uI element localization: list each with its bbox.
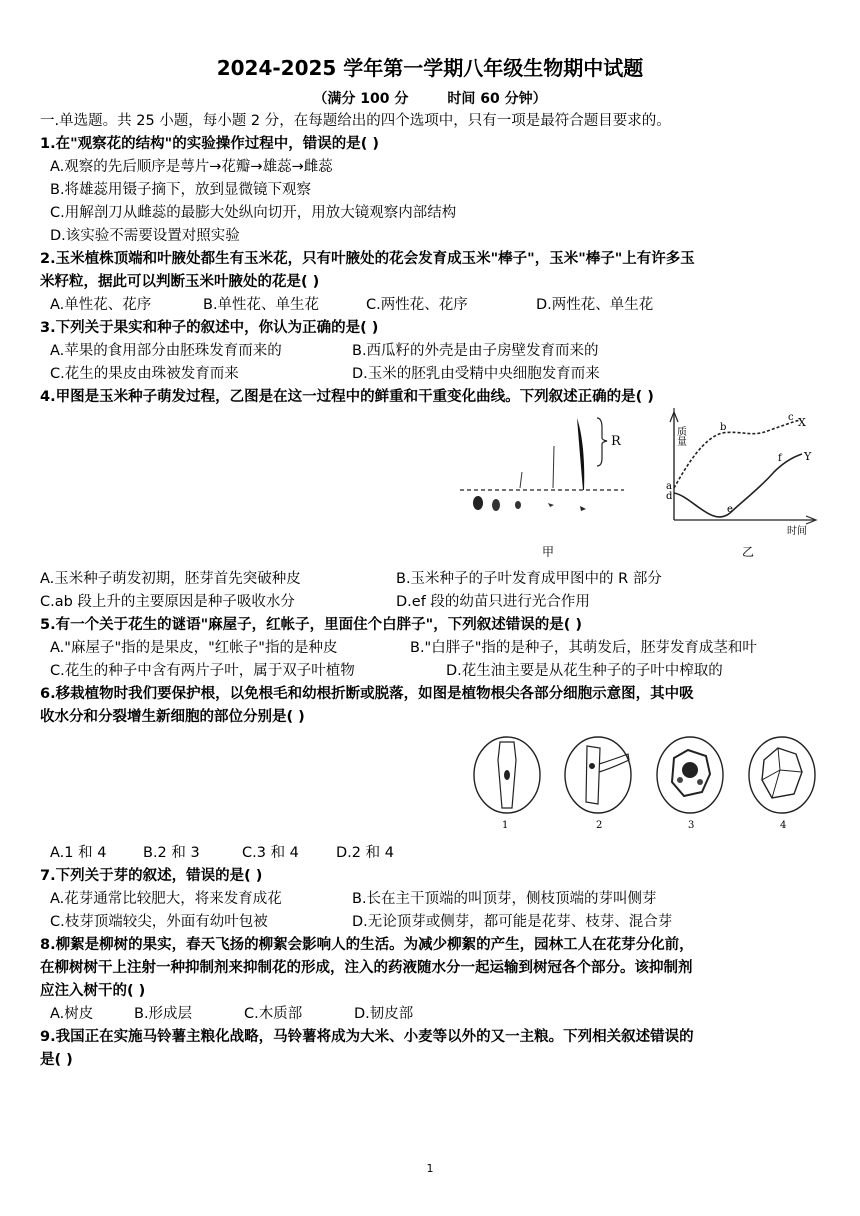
q8-stem-2: 在柳树树干上注射一种抑制剂来抑制花的形成，注入的药液随水分一起运输到树冠各个部分。该抑制剂 — [40, 960, 693, 976]
q7-option-b: B.长在主干顶端的叫顶芽，侧枝顶端的芽叫侧芽 — [352, 891, 657, 907]
q5-option-a: A."麻屋子"指的是果皮，"红帐子"指的是种皮 — [50, 640, 338, 656]
q5-option-c: C.花生的种子中含有两片子叶，属于双子叶植物 — [50, 663, 355, 679]
page-title: 2024-2025 学年第一学期八年级生物期中试题 — [216, 56, 644, 80]
q3-option-d: D.玉米的胚乳由受精中央细胞发育而来 — [352, 366, 600, 382]
y-axis-label: 质量 — [674, 426, 686, 446]
seed-3 — [515, 501, 521, 509]
q6-stem-2: 收水分和分裂增生新细胞的部位分别是( ) — [40, 709, 305, 725]
label-R: R — [611, 434, 621, 449]
q7-stem: 7.下列关于芽的叙述，错误的是( ) — [40, 868, 263, 884]
q8-option-b: B.形成层 — [134, 1006, 193, 1022]
bracket-R — [597, 418, 607, 466]
q2-option-d: D.两性花、单生花 — [536, 297, 654, 313]
sprout-2 — [520, 472, 522, 488]
seed-4 — [548, 503, 554, 507]
seed-5 — [580, 506, 586, 511]
point-a: a — [666, 481, 672, 492]
q2-stem-1: 2.玉米植株顶端和叶腋处都生有玉米花，只有叶腋处的花会发育成玉米"棒子"，玉米"棒子"上有许多玉 — [40, 251, 695, 267]
series-X-label: X — [798, 416, 806, 429]
page-number: 1 — [426, 1162, 434, 1175]
q5-stem: 5.有一个关于花生的谜语"麻屋子，红帐子，里面住个白胖子"，下列叙述错误的是( ) — [40, 617, 583, 633]
q7-option-c: C.枝芽顶端较尖，外面有幼叶包被 — [50, 914, 268, 930]
q9-stem-2: 是( ) — [40, 1052, 73, 1068]
curve-Y — [674, 454, 802, 517]
q3-option-a: A.苹果的食用部分由胚珠发育而来的 — [50, 343, 282, 359]
q6-root-cells-figure — [462, 730, 822, 834]
q1-option-c: C.用解剖刀从雌蕊的最膨大处纵向切开，用放大镜观察内部结构 — [50, 205, 457, 221]
q6-stem-1: 6.移栽植物时我们要保护根，以免根毛和幼根折断或脱落，如图是植物根尖各部分细胞示意图，其中吸 — [40, 686, 694, 702]
point-e: e — [727, 504, 733, 515]
point-b: b — [720, 422, 727, 433]
cell-4-label: 4 — [780, 820, 787, 831]
q3-option-b: B.西瓜籽的外壳是由子房壁发育而来的 — [352, 343, 599, 359]
cell-2-label: 2 — [596, 820, 603, 831]
sprout-3 — [553, 446, 554, 488]
x-axis-label: 时间 — [787, 526, 807, 537]
q4-stem: 4.甲图是玉米种子萌发过程，乙图是在这一过程中的鲜重和干重变化曲线。下列叙述正确的是( ) — [40, 389, 654, 405]
series-Y-label: Y — [804, 450, 812, 463]
q4-option-a: A.玉米种子萌发初期，胚芽首先突破种皮 — [40, 571, 301, 587]
q4-option-b: B.玉米种子的子叶发育成甲图中的 R 部分 — [396, 571, 662, 587]
q5-option-b: B."白胖子"指的是种子，其萌发后，胚芽发育成茎和叶 — [410, 640, 757, 656]
cell-1 — [474, 737, 540, 831]
q1-option-a: A.观察的先后顺序是萼片→花瓣→雄蕊→雌蕊 — [50, 159, 333, 175]
q3-option-c: C.花生的果皮由珠被发育而来 — [50, 366, 239, 382]
q1-stem: 1.在"观察花的结构"的实验操作过程中，错误的是( ) — [40, 136, 380, 152]
q2-option-a: A.单性花、花序 — [50, 297, 152, 313]
q6-option-b: B.2 和 3 — [143, 845, 200, 861]
cell-4 — [749, 737, 815, 831]
q2-option-c: C.两性花、花序 — [366, 297, 468, 313]
weight-curve-chart — [666, 408, 816, 559]
q6-option-a: A.1 和 4 — [50, 845, 107, 861]
q4-option-d: D.ef 段的幼苗只进行光合作用 — [396, 594, 590, 610]
q3-stem: 3.下列关于果实和种子的叙述中，你认为正确的是( ) — [40, 320, 379, 336]
exam-info: （满分 100 分 时间 60 分钟） — [313, 91, 547, 107]
q1-option-b: B.将雄蕊用镊子摘下，放到显微镜下观察 — [50, 182, 312, 198]
point-d: d — [666, 491, 673, 502]
seed-1 — [473, 496, 483, 510]
cell-3 — [657, 737, 723, 831]
q6-option-c: C.3 和 4 — [242, 845, 299, 861]
q8-option-c: C.木质部 — [244, 1006, 303, 1022]
cell-2 — [565, 737, 631, 831]
q9-stem-1: 9.我国正在实施马铃薯主粮化战略，马铃薯将成为大米、小麦等以外的又一主粮。下列相关叙述错误的 — [40, 1029, 694, 1045]
germination-diagram — [460, 418, 624, 559]
q8-stem-1: 8.柳絮是柳树的果实，春天飞扬的柳絮会影响人的生活。为减少柳絮的产生，园林工人在花芽分化前， — [40, 937, 694, 953]
q8-option-a: A.树皮 — [50, 1006, 94, 1022]
label-jia: 甲 — [542, 545, 555, 559]
q4-option-c: C.ab 段上升的主要原因是种子吸收水分 — [40, 594, 295, 610]
q6-option-d: D.2 和 4 — [336, 845, 394, 861]
q7-option-a: A.花芽通常比较肥大，将来发育成花 — [50, 891, 282, 907]
q8-option-d: D.韧皮部 — [354, 1006, 414, 1022]
q7-option-d: D.无论顶芽或侧芽，都可能是花芽、枝芽、混合芽 — [352, 914, 673, 930]
q8-stem-3: 应注入树干的( ) — [40, 983, 146, 999]
q5-option-d: D.花生油主要是从花生种子的子叶中榨取的 — [446, 663, 723, 679]
cell-3-label: 3 — [688, 820, 695, 831]
point-f: f — [778, 453, 782, 464]
q4-figure — [452, 408, 822, 566]
label-yi: 乙 — [742, 545, 755, 559]
section-instruction: 一.单选题。共 25 小题，每小题 2 分，在每题给出的四个选项中，只有一项是最符合题目要求的。 — [40, 113, 671, 129]
q2-stem-2: 米籽粒，据此可以判断玉米叶腋处的花是( ) — [40, 274, 320, 290]
point-c: c — [788, 412, 794, 423]
cell-1-label: 1 — [502, 820, 509, 831]
seedling-shoot — [577, 418, 584, 490]
q1-option-d: D.该实验不需要设置对照实验 — [50, 228, 240, 244]
q2-option-b: B.单性花、单生花 — [203, 297, 320, 313]
seed-2 — [492, 499, 500, 511]
